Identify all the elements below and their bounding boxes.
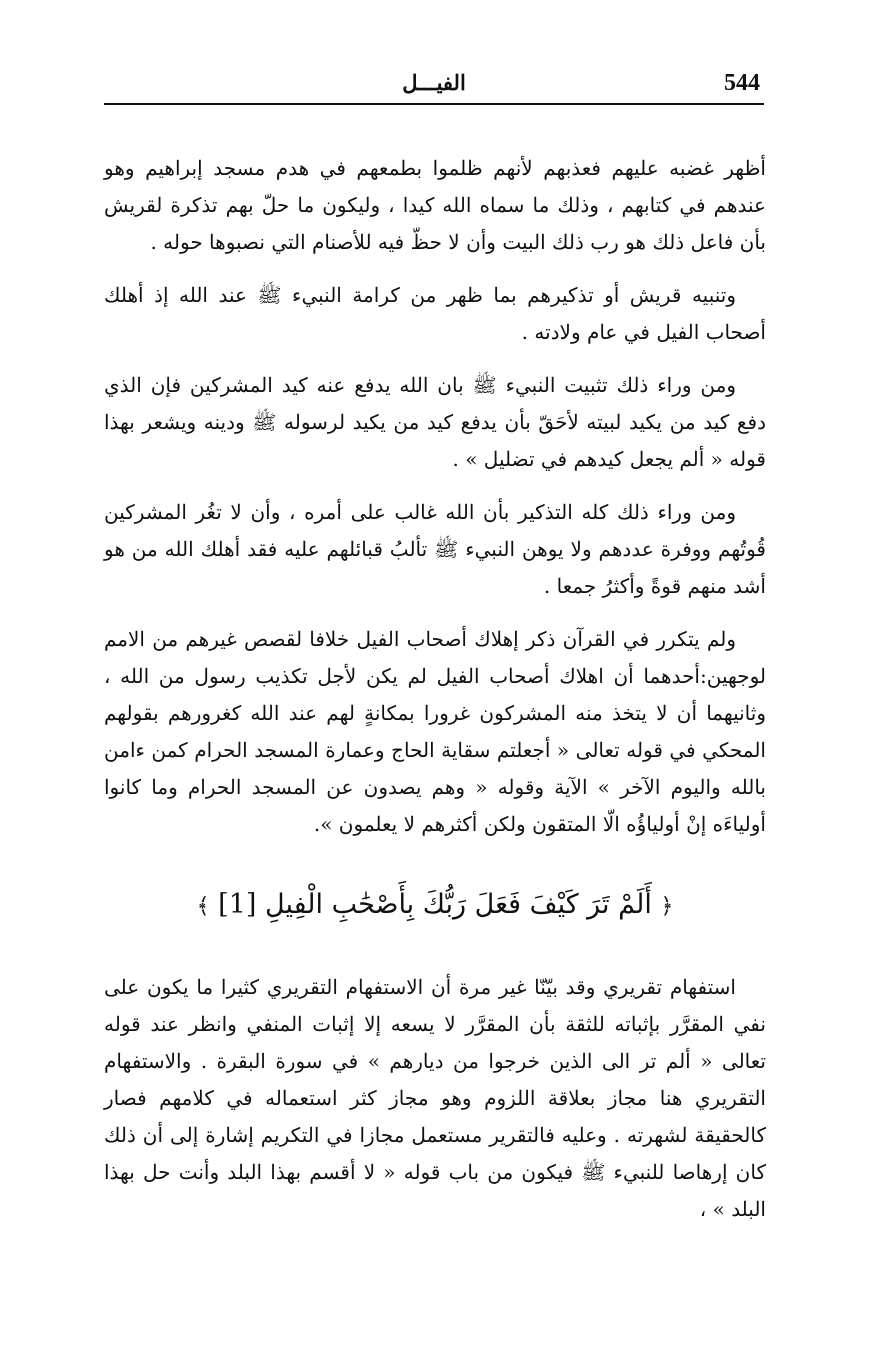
verse-open-bracket: ﴿ bbox=[660, 894, 674, 919]
paragraph: ومن وراء ذلك كله التذكير بأن الله غالب على أمره ، وأن لا تغُر المشركين قُوتُهم ووفرة عددهم ولا يوهن النبيء ﷺ تألبُ قبائلهم عليه فقد أهلك الله من هو أشد منهم قوةً وأكثرُ جمعا . bbox=[104, 500, 766, 598]
verse-text: أَلَمْ تَرَ كَيْفَ فَعَلَ رَبُّكَ بِأَصْحَٰبِ الْفِيلِ bbox=[265, 889, 652, 920]
page-header bbox=[104, 68, 764, 102]
paragraph: أظهر غضبه عليهم فعذبهم لأنهم ظلموا بطمعهم في هدم مسجد إبراهيم وهو عندهم في كتابهم ، وذلك ما سماه الله كيدا ، وليكون ما حلّ بهم تذكرة لقريش بأن فاعل ذلك هو رب ذلك البيت وأن لا حظّ فيه للأصنام التي نصبوها حوله . bbox=[104, 156, 766, 254]
page-body bbox=[104, 150, 766, 1244]
verse-close-bracket: ﴾ bbox=[196, 894, 210, 919]
header-rule bbox=[104, 103, 764, 105]
verse-number: [1] bbox=[218, 889, 257, 920]
paragraph: ومن وراء ذلك تثبيت النبيء ﷺ بان الله يدفع عنه كيد المشركين فإن الذي دفع كيد من يكيد لبيته لأحَقّ بأن يدفع كيد من يكيد لرسوله ﷺ ودينه ويشعر بهذا قوله « ألم يجعل كيدهم في تضليل » . bbox=[104, 373, 766, 471]
quran-verse bbox=[104, 879, 766, 933]
running-title: الفيـــل bbox=[402, 70, 466, 95]
commentary-paragraph: استفهام تقريري وقد بيّنّا غير مرة أن الاستفهام التقريري كثيرا ما يكون على نفي المقرَّر بإثباته للثقة بأن المقرَّر لا يسعه إلا إثبات المنفي وانظر عند قوله تعالى « ألم تر الى الذين خرجوا من ديارهم » في سورة البقرة . والاستفهام التقريري هنا مجاز بعلاقة اللزوم وهو مجاز كثر استعماله في كلامهم فصار كالحقيقة لشهرته . وعليه فالتقرير مستعمل مجازا في التكريم إشارة إلى أن ذلك كان إرهاصا للنبيء ﷺ فيكون من باب قوله « لا أقسم بهذا البلد وأنت حل بهذا البلد » ، bbox=[104, 975, 766, 1221]
page-number: 544 bbox=[724, 70, 760, 96]
paragraph: وتنبيه قريش أو تذكيرهم بما ظهر من كرامة النبيء ﷺ عند الله إذ أهلك أصحاب الفيل في عام ولادته . bbox=[104, 283, 766, 344]
paragraph: ولم يتكرر في القرآن ذكر إهلاك أصحاب الفيل خلافا لقصص غيرهم من الامم لوجهين:أحدهما أن اهلاك أصحاب الفيل لم يكن لأجل تكذيب رسول من الله ، وثانيهما أن لا يتخذ منه المشركون غرورا بمكانةٍ لهم عند الله كغرورهم بقولهم المحكي في قوله تعالى « أجعلتم سقاية الحاج وعمارة المسجد الحرام كمن ءامن بالله واليوم الآخر » الآية وقوله « وهم يصدون عن المسجد الحرام وما كانوا أولياءَه إنْ أولياؤُه الّا المتقون ولكن أكثرهم لا يعلمون ». bbox=[104, 627, 766, 836]
